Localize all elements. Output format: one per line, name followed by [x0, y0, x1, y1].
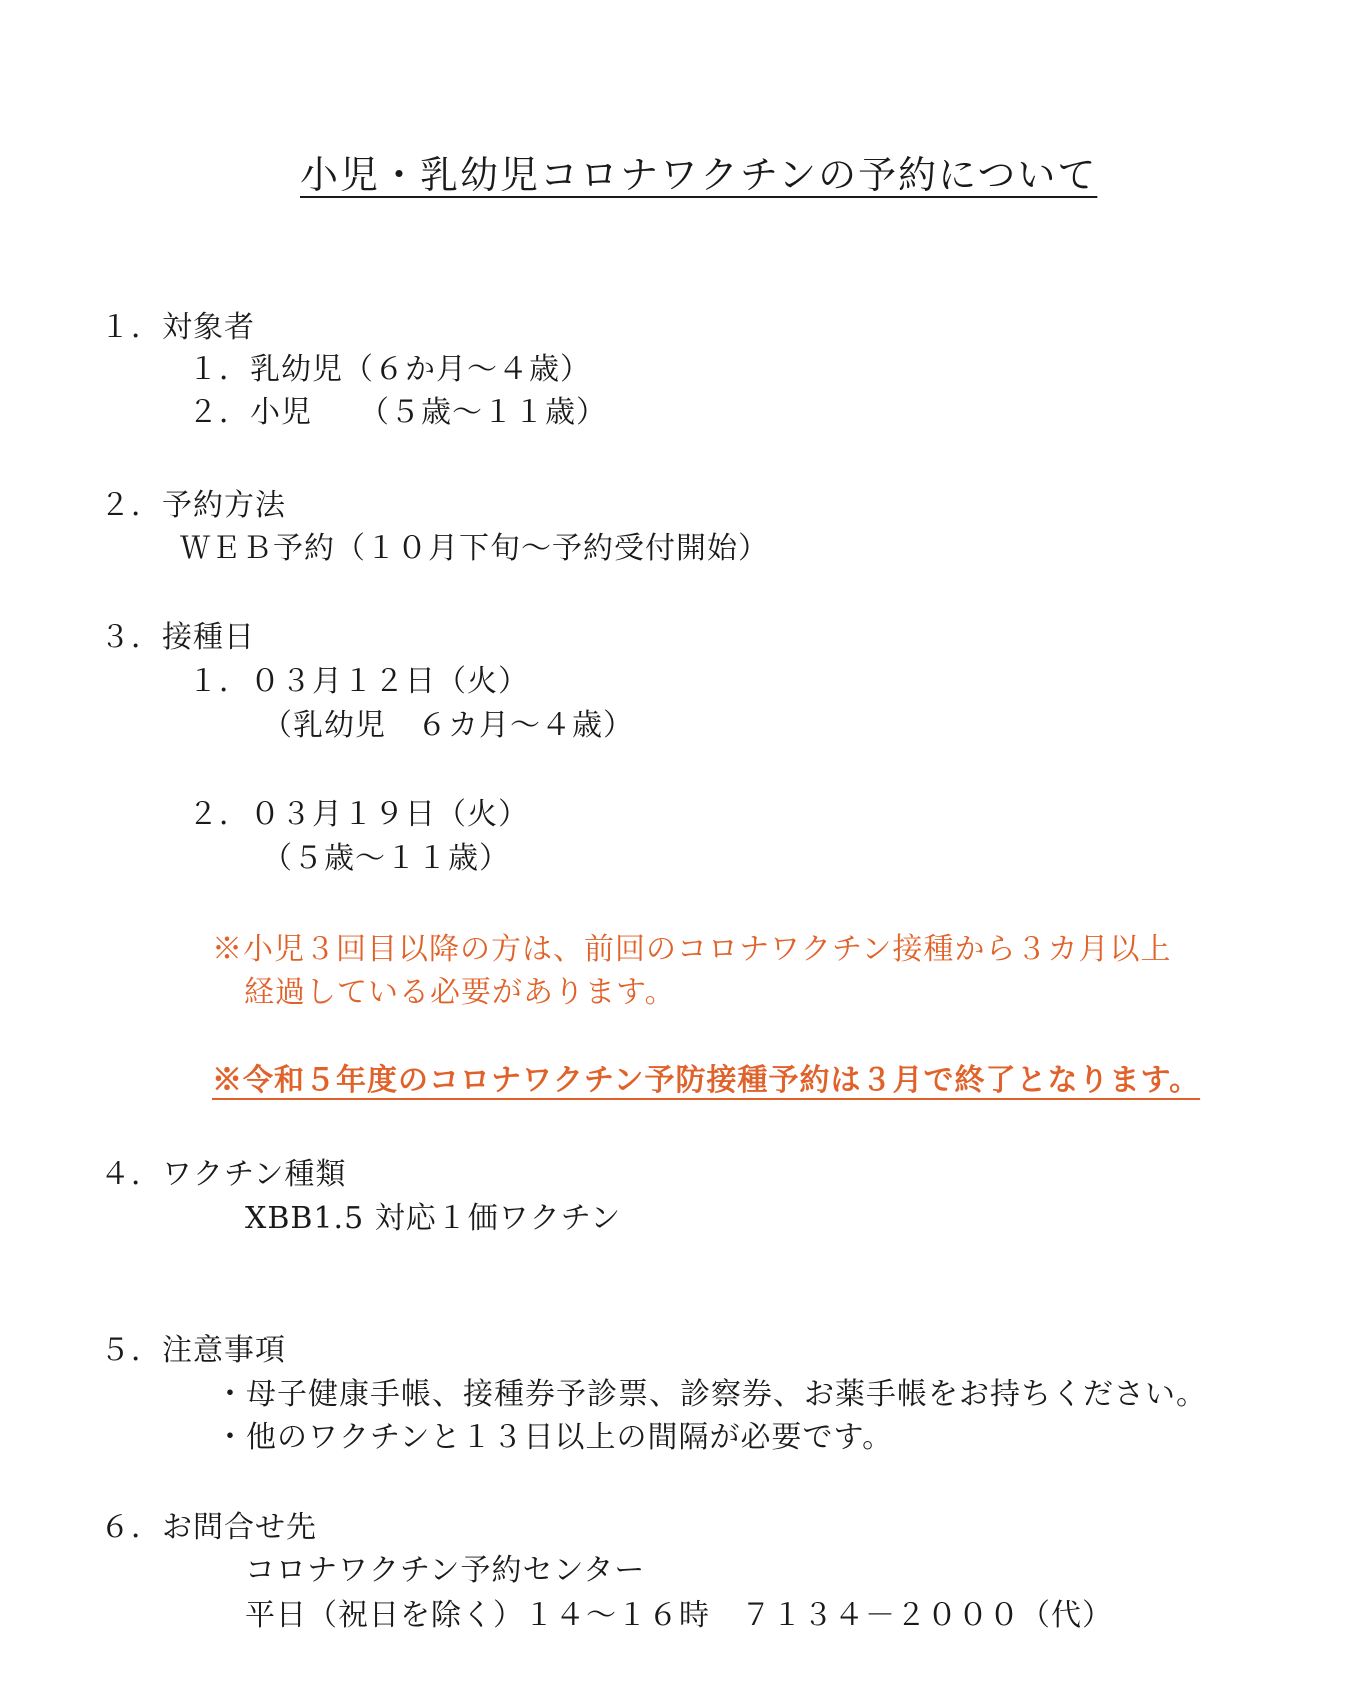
- notice-end-of-reservation: ※令和５年度のコロナワクチン予防接種予約は３月で終了となります。: [212, 1063, 1201, 1098]
- date-1-target: （乳幼児 ６カ月～４歳）: [262, 708, 634, 743]
- date-1: １．０３月１２日（火）: [188, 664, 529, 699]
- section-heading-method: ２．予約方法: [100, 488, 286, 523]
- contact-center: コロナワクチン予約センター: [245, 1553, 646, 1588]
- page-title: 小児・乳幼児コロナワクチンの予約について: [300, 153, 1098, 197]
- section-heading-vaccine-type: ４．ワクチン種類: [100, 1157, 347, 1192]
- date-2: ２．０３月１９日（火）: [188, 797, 529, 832]
- method-web: ＷＥＢ予約（１０月下旬～予約受付開始）: [180, 531, 769, 566]
- section-heading-notes: ５．注意事項: [100, 1333, 286, 1368]
- target-infant: １．乳幼児（６か月～４歳）: [188, 352, 591, 387]
- notes-interval: ・他のワクチンと１３日以上の間隔が必要です。: [215, 1420, 894, 1455]
- note-interval-line1: ※小児３回目以降の方は、前回のコロナワクチン接種から３カ月以上: [212, 932, 1172, 967]
- note-interval-line2: 経過している必要があります。: [244, 975, 676, 1010]
- section-heading-date: ３．接種日: [100, 620, 255, 655]
- vaccine-type: XBB1.5 対応１価ワクチン: [245, 1201, 622, 1236]
- notes-bring-items: ・母子健康手帳、接種券予診票、診察券、お薬手帳をお持ちください。: [215, 1377, 1207, 1412]
- contact-hours-phone: 平日（祝日を除く）１４～１６時 ７１３４－２０００（代）: [245, 1598, 1113, 1633]
- date-2-target: （５歳～１１歳）: [262, 841, 510, 876]
- section-heading-target: １．対象者: [100, 310, 255, 345]
- target-child: ２．小児 （５歳～１１歳）: [188, 395, 607, 430]
- section-heading-contact: ６．お問合せ先: [100, 1510, 317, 1545]
